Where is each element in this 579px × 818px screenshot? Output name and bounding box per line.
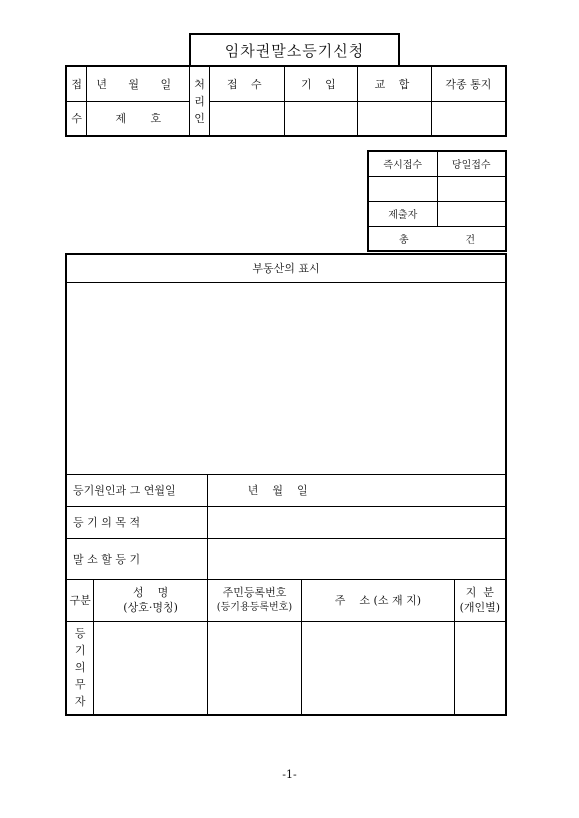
submitter-label: 제출자: [368, 201, 437, 226]
col-entry: 기 입: [284, 66, 358, 101]
immediate-table: [367, 150, 507, 252]
col-share: 지 분 (개인별): [454, 579, 506, 621]
submitter-cell[interactable]: [437, 201, 506, 226]
purpose-value[interactable]: [207, 506, 506, 538]
col-notice: 각종 통지: [431, 66, 506, 101]
obligor-label: 등 기 의 무 자: [66, 621, 94, 715]
property-content[interactable]: [66, 282, 506, 474]
sameday-cell[interactable]: [437, 176, 506, 201]
reception-number: 제 호: [87, 101, 190, 136]
cancel-value[interactable]: [207, 538, 506, 579]
col-collation: 교 합: [358, 66, 432, 101]
obligor-share[interactable]: [454, 621, 506, 715]
immediate-label: 즉시접수: [368, 151, 437, 176]
col-name: 성 명 (상호·명칭): [94, 579, 207, 621]
purpose-label: 등 기 의 목 적: [66, 506, 207, 538]
main-form-table: [65, 253, 507, 716]
page-number: -1-: [282, 768, 297, 781]
cause-date[interactable]: 년 월 일: [207, 474, 506, 506]
col-category: 구분: [66, 579, 94, 621]
total-row: [368, 226, 506, 251]
cell-reception[interactable]: [210, 101, 285, 136]
col-address: 주 소 (소 재 지): [302, 579, 454, 621]
total-left: 총: [399, 234, 409, 246]
obligor-id[interactable]: [207, 621, 301, 715]
cell-notice[interactable]: [431, 101, 506, 136]
cell-collation[interactable]: [358, 101, 432, 136]
reception-label-top: 접: [66, 66, 87, 101]
cancel-label: 말 소 할 등 기: [66, 538, 207, 579]
col-reception: 접 수: [210, 66, 285, 101]
processor-label: 처 리 인: [190, 66, 210, 136]
reception-date: 년 월 일: [87, 66, 190, 101]
reception-table: [65, 65, 507, 137]
obligor-name[interactable]: [94, 621, 207, 715]
cell-entry[interactable]: [284, 101, 358, 136]
obligor-address[interactable]: [302, 621, 454, 715]
sameday-label: 당일접수: [437, 151, 506, 176]
property-header: 부동산의 표시: [66, 254, 506, 282]
immediate-cell[interactable]: [368, 176, 437, 201]
col-id: 주민등록번호 (등기용등록번호): [207, 579, 301, 621]
reception-label-bottom: 수: [66, 101, 87, 136]
cause-label: 등기원인과 그 연월일: [66, 474, 207, 506]
total-right: 건: [465, 234, 475, 246]
document-title: 임차권말소등기신청: [189, 33, 400, 65]
